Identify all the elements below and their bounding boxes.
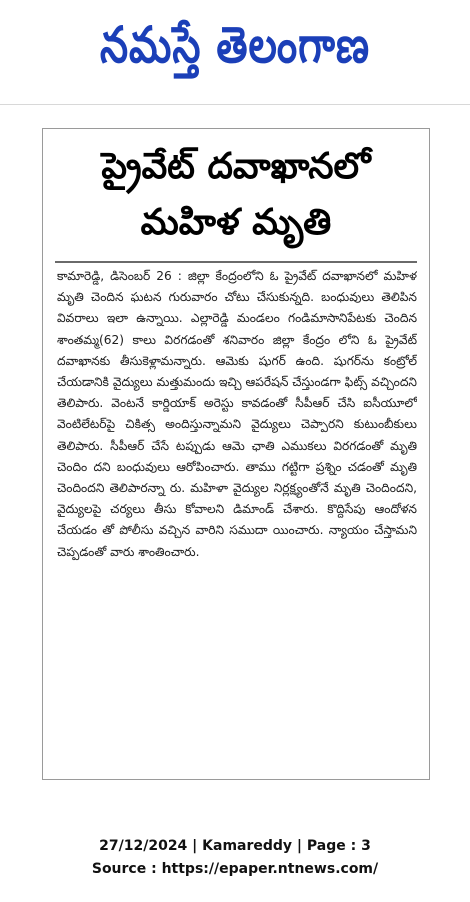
newspaper-logo: నమస్తే తెలంగాణ <box>99 17 371 75</box>
article-body: కామారెడ్డి, డిసెంబర్ 26 : జిల్లా కేంద్రంలోని ఓ ప్రైవేట్ దవాఖానలో మహిళ మృతి చెందిన ఘటన గురువారం చోటు చేసుకున్నది. బంధువులు తెలిపిన వివరాలు ఇలా ఉన్నాయి. ఎల్లారెడ్డి మండలం గండిమాసానిపేటకు చెందిన శాంతమ్మ(62) కాలు విరగడంతో శనివారం జిల్లా కేంద్రం లోని ఓ ప్రైవేట్ దవాఖానకు తీసుకెళ్లామన్నారు. ఆమెకు షుగర్ ఉంది. షుగర్‌ను కంట్రోల్ చేయడానికి వైద్యులు మత్తుమందు ఇచ్చి ఆపరేషన్ చేస్తుండగా ఫిట్స్ వచ్చిందని తెలిపారు. వెంటనే కార్డియాక్ అరెస్టు కావడంతో సీపీఆర్ చేసి ఐసీయూలో వెంటిలేటర్‌పై చికిత్స అందిస్తున్నామని వైద్యులు చెప్పారని కుటుంబీకులు తెలిపారు. సీపీఆర్ చేసే టప్పుడు ఆమె ఛాతి ఎముకలు విరగడంతో మృతి చెందిం దని బంధువులు ఆరోపించారు. తాము గట్టిగా ప్రశ్నిం చడంతో మృతి చెందిందని తెలిపారన్నా రు. మహిళా వైద్యుల నిర్లక్ష్యంతోనే మృతి చెందిందని, వైద్యులపై చర్యలు తీసు కోవాలని డిమాండ్ చేశారు. కొద్దిసేపు ఆందోళన చేయడం తో పోలీసు వచ్చిన వారిని సముదా యించారు. న్యాయం చేస్తామని చెప్పడంతో వారు శాంతించారు. <box>57 269 417 559</box>
edition-info: 27/12/2024 | Kamareddy | Page : 3 <box>99 838 371 854</box>
article-clipping <box>42 128 430 780</box>
source-link: Source : https://epaper.ntnews.com/ <box>91 861 379 877</box>
headline-divider <box>55 261 417 263</box>
newspaper-masthead <box>0 0 470 104</box>
masthead-divider <box>0 104 470 105</box>
headline-line-2: మహిళ మృతి <box>140 202 332 243</box>
article-headline <box>43 139 429 251</box>
headline-line-1: ప్రైవేట్ దవాఖానలో <box>101 146 371 187</box>
